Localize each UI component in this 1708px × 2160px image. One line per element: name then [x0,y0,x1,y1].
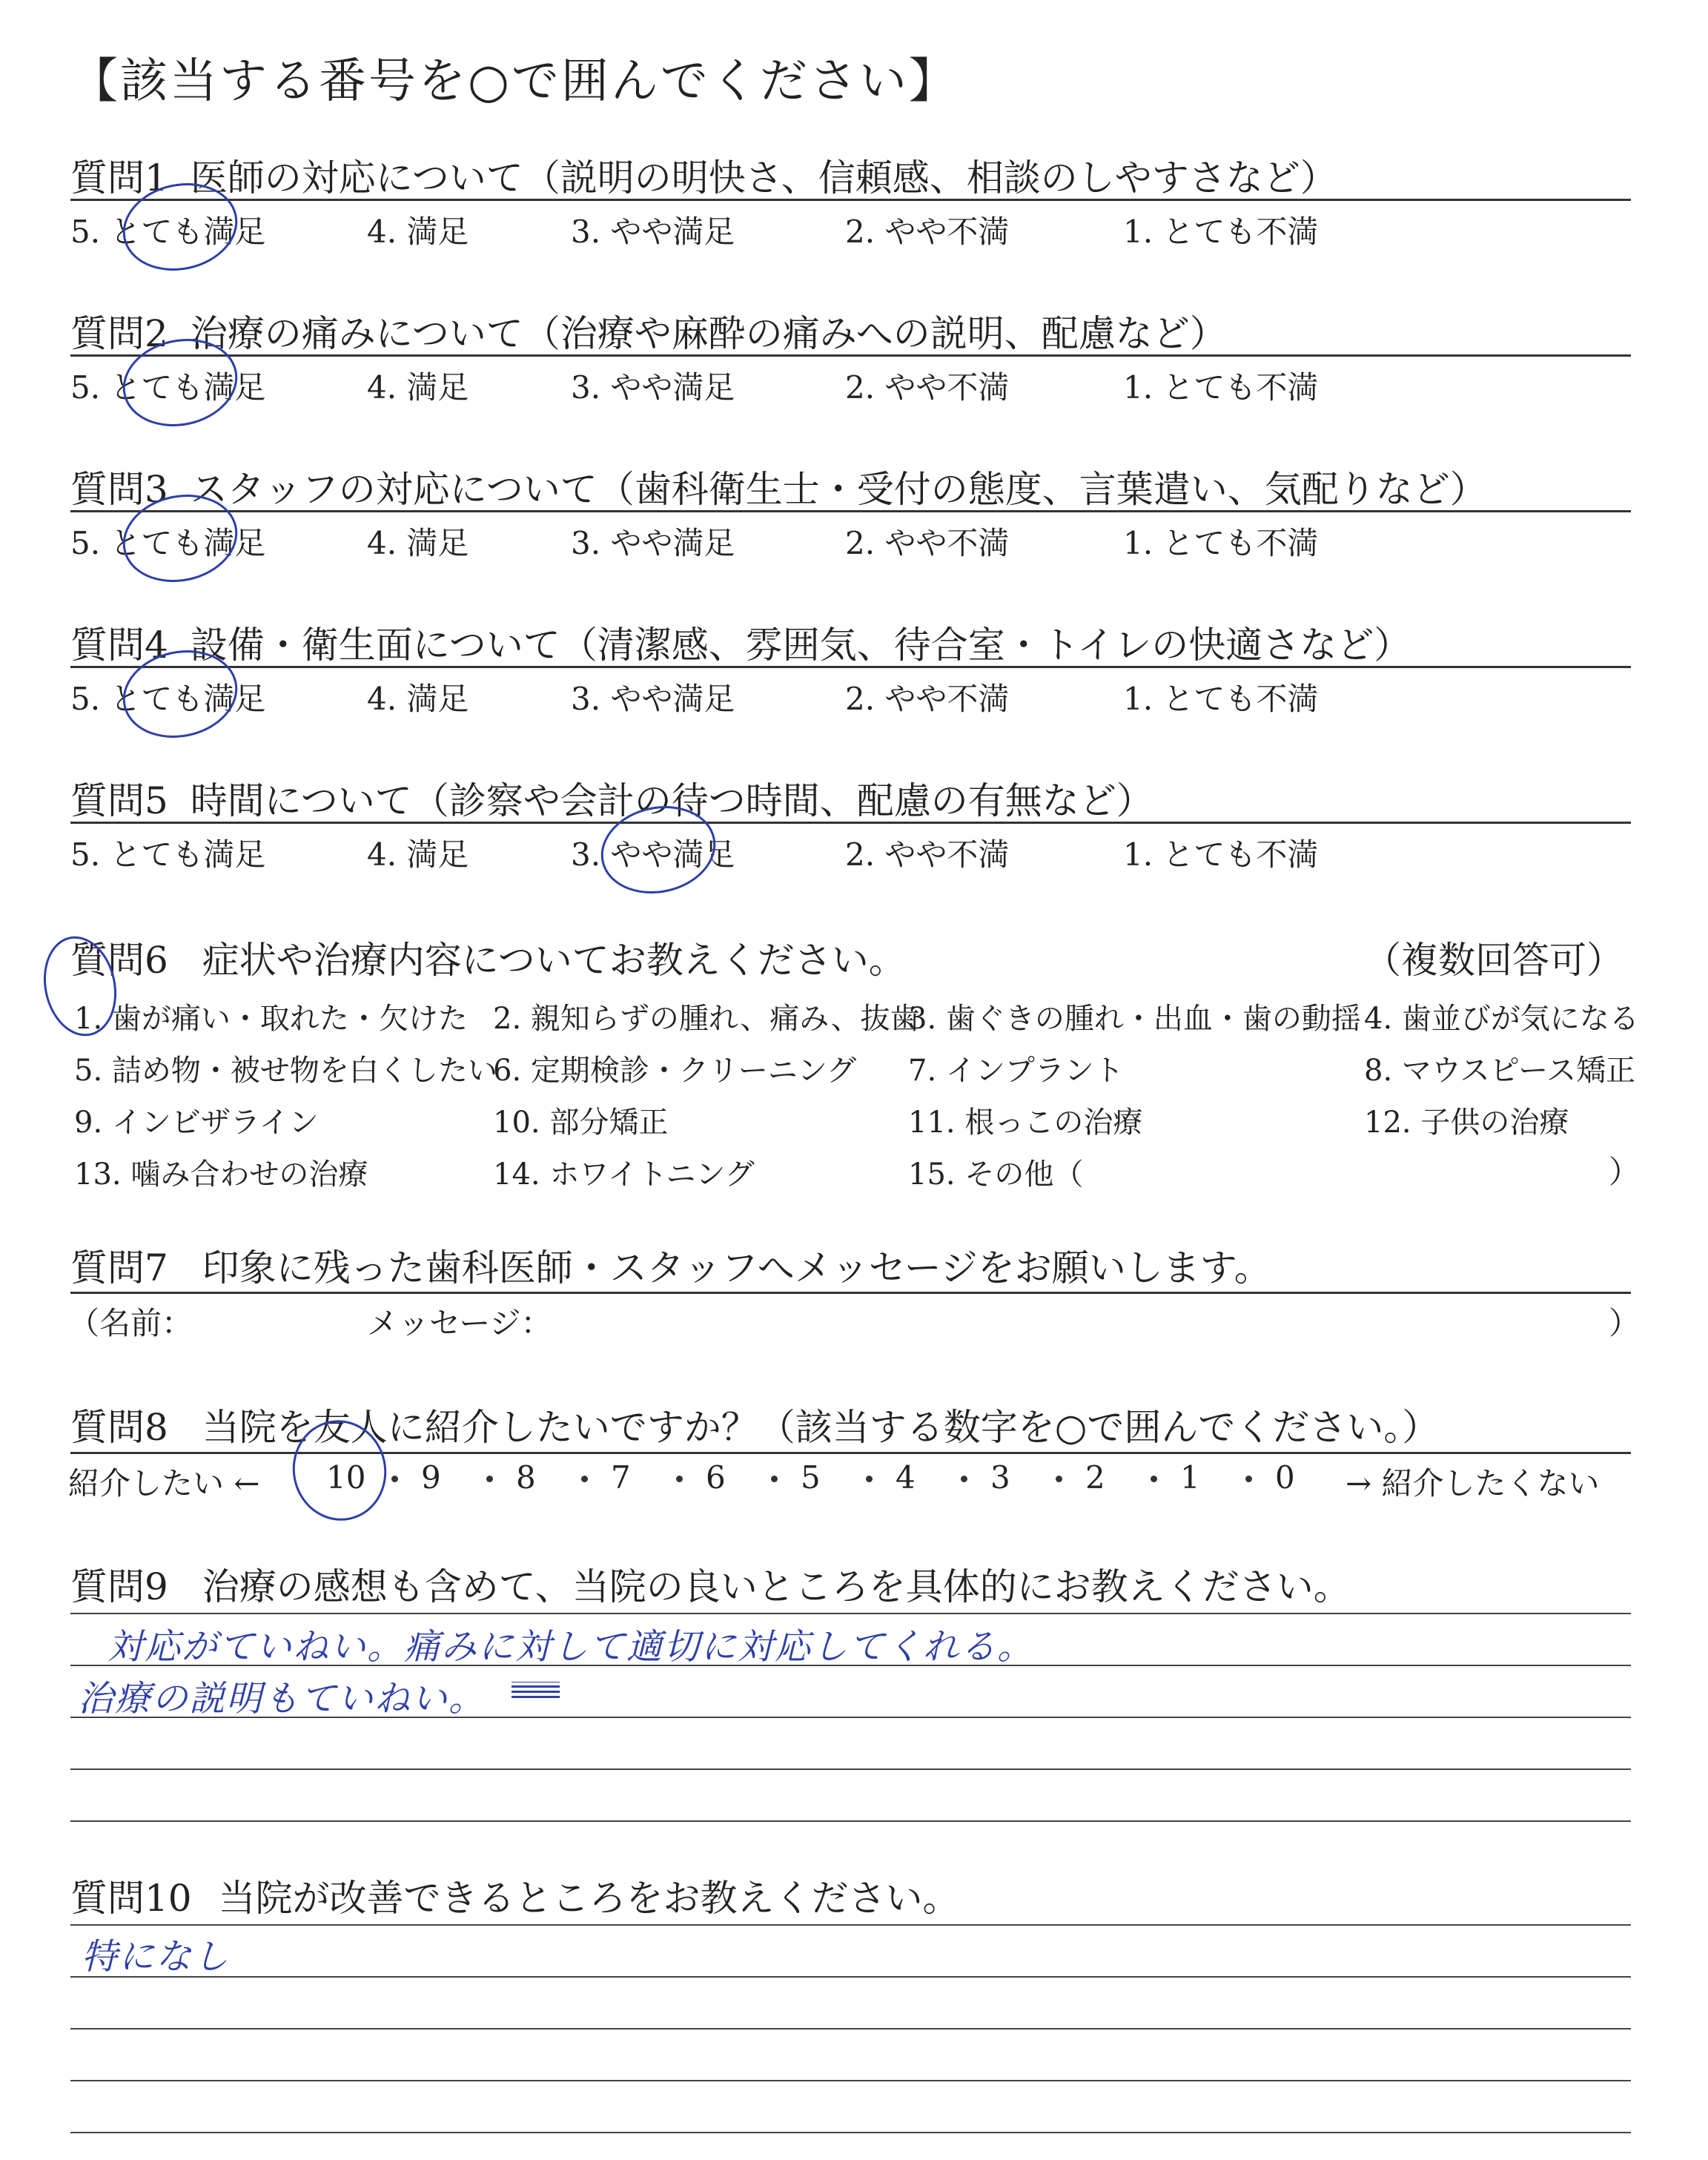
q9-handwritten-2: 治療の説明もていねい。 [78,1678,486,1720]
q5-option-2[interactable]: 2. やや不満 [845,836,1010,873]
q2-text: 治療の痛みについて（治療や麻酔の痛みへの説明、配慮など） [190,312,1227,355]
q10-text: 当院が改善できるところをお教えください。 [218,1877,960,1920]
q1-option-3[interactable]: 3. やや満足 [571,214,735,250]
q1-option-1[interactable]: 1. とても不満 [1123,214,1319,250]
q6-option-12[interactable]: 12. 子供の治療 [1364,1106,1569,1140]
q8-scale-9[interactable]: 9 [421,1459,441,1496]
q6-heading [70,931,906,984]
q6-option-4[interactable]: 4. 歯並びが気になる [1364,1002,1639,1036]
q2-option-5[interactable]: 5. とても満足 [70,369,266,406]
q7-text: 印象に残った歯科医師・スタッフへメッセージをお願いします。 [202,1246,1271,1289]
q8-scale-3[interactable]: 3 [990,1459,1010,1496]
q8-scale-6[interactable]: 6 [706,1459,726,1496]
q9-line-1 [70,1613,1631,1614]
q8-scale-separator [1151,1476,1157,1482]
scribble-strikeout [512,1682,560,1698]
q8-scale-separator [1245,1476,1252,1482]
q4-option-5[interactable]: 5. とても満足 [70,681,266,717]
q4-option-4[interactable]: 4. 満足 [367,681,469,717]
q8-scale-separator [391,1476,398,1482]
q4-label: 質問4 [70,624,168,667]
q3-option-3[interactable]: 3. やや満足 [571,525,735,561]
q3-option-4[interactable]: 4. 満足 [367,525,469,561]
q7-name-label: （名前： [68,1305,193,1341]
q5-heading [70,771,1153,825]
q8-label: 質問8 [70,1406,168,1449]
q8-scale-10[interactable]: 10 [326,1459,366,1496]
q6-option-7[interactable]: 7. インプラント [908,1054,1124,1088]
q7-rule [70,1292,1631,1294]
q5-option-1[interactable]: 1. とても不満 [1123,836,1319,873]
q6-option-13[interactable]: 13. 噛み合わせの治療 [74,1157,368,1192]
q2-option-2[interactable]: 2. やや不満 [845,369,1010,406]
q7-message-label: メッセージ： [367,1305,552,1341]
q4-option-3[interactable]: 3. やや満足 [571,681,735,717]
q5-text: 時間について（診察や会計の待つ時間、配慮の有無など） [190,779,1153,822]
q4-option-2[interactable]: 2. やや不満 [845,681,1010,717]
q6-option-9[interactable]: 9. インビザライン [74,1106,319,1140]
q8-scale-2[interactable]: 2 [1085,1459,1105,1496]
q2-option-1[interactable]: 1. とても不満 [1123,369,1319,406]
q4-heading [70,615,1411,669]
q7-heading [70,1238,1271,1292]
q6-option-6[interactable]: 6. 定期検診・クリーニング [493,1054,857,1088]
q2-label: 質問2 [70,312,168,355]
q6-option-5[interactable]: 5. 詰め物・被せ物を白くしたい [74,1054,497,1088]
q6-option-15[interactable]: 15. その他（ [908,1157,1084,1192]
q5-label: 質問5 [70,779,168,822]
q6-option-10[interactable]: 10. 部分矯正 [493,1106,669,1140]
q10-handwritten: 特になし [82,1936,231,1978]
q10-line-2 [70,1976,1631,1978]
q7-close: ） [1609,1305,1641,1341]
q5-option-4[interactable]: 4. 満足 [367,836,469,873]
q10-label: 質問10 [70,1877,192,1920]
q2-option-3[interactable]: 3. やや満足 [571,369,735,406]
q10-heading [70,1869,960,1922]
q6-option-8[interactable]: 8. マウスピース矯正 [1364,1054,1636,1088]
q6-option-3[interactable]: 3. 歯ぐきの腫れ・出血・歯の動揺 [908,1002,1361,1036]
q8-scale-separator [771,1476,778,1482]
q4-rule [70,666,1631,668]
q8-left-label: 紹介したい ← [68,1465,260,1502]
q3-option-2[interactable]: 2. やや不満 [845,525,1010,561]
q9-line-4 [70,1768,1631,1770]
q10-line-1 [70,1924,1631,1926]
q1-option-4[interactable]: 4. 満足 [367,214,469,250]
q8-heading [70,1398,1439,1451]
q10-line-4 [70,2080,1631,2081]
q9-text: 治療の感想も含めて、当院の良いところを具体的にお教えください。 [202,1565,1351,1608]
q5-option-5[interactable]: 5. とても満足 [70,836,266,873]
q3-option-1[interactable]: 1. とても不満 [1123,525,1319,561]
q2-rule [70,354,1631,357]
q3-rule [70,510,1631,512]
q8-scale-separator [676,1476,683,1482]
q1-option-2[interactable]: 2. やや不満 [845,214,1010,250]
q1-option-5[interactable]: 5. とても満足 [70,214,266,250]
q10-line-3 [70,2028,1631,2029]
q4-option-1[interactable]: 1. とても不満 [1123,681,1319,717]
q7-label: 質問7 [70,1246,168,1289]
q3-label: 質問3 [70,468,168,511]
q6-option-11[interactable]: 11. 根っこの治療 [908,1106,1143,1140]
q9-handwritten-1: 対応がていねい。痛みに対して適切に対応してくれる。 [107,1626,1035,1668]
q1-label: 質問1 [70,156,168,199]
q6-option-2[interactable]: 2. 親知らずの腫れ、痛み、抜歯 [493,1002,920,1036]
q8-scale-4[interactable]: 4 [896,1459,916,1496]
q9-line-5 [70,1820,1631,1822]
q8-scale-1[interactable]: 1 [1180,1459,1200,1496]
q6-option-14[interactable]: 14. ホワイトニング [493,1157,755,1192]
q3-text: スタッフの対応について（歯科衛生士・受付の態度、言葉遣い、気配りなど） [190,468,1487,511]
q6-text: 症状や治療内容についてお教えください。 [202,939,906,982]
q10-line-5 [70,2132,1631,2133]
q4-text: 設備・衛生面について（清潔感、雰囲気、待合室・トイレの快適さなど） [190,624,1411,667]
q8-scale-separator [961,1476,967,1482]
page-title: 【該当する番号を○で囲んでください】 [70,54,959,109]
q2-heading [70,304,1227,357]
q3-heading [70,460,1487,513]
q1-text: 医師の対応について（説明の明快さ、信頼感、相談のしやすさなど） [190,156,1337,199]
q2-option-4[interactable]: 4. 満足 [367,369,469,406]
q8-scale-separator [581,1476,588,1482]
q8-text: 当院を友人に紹介したいですか？（該当する数字を○で囲んでください。） [202,1406,1440,1449]
q1-heading [70,148,1337,202]
q8-scale-5[interactable]: 5 [801,1459,821,1496]
q6-option-1[interactable]: 1. 歯が痛い・取れた・欠けた [74,1002,468,1036]
q5-option-3[interactable]: 3. やや満足 [571,836,735,873]
q1-rule [70,199,1631,201]
q8-right-label: → 紹介したくない [1345,1465,1600,1502]
q8-scale-separator [1056,1476,1062,1482]
q9-label: 質問9 [70,1565,168,1608]
q8-scale-0[interactable]: 0 [1275,1459,1295,1496]
q3-option-5[interactable]: 5. とても満足 [70,525,266,561]
q5-rule [70,822,1631,824]
q8-scale-8[interactable]: 8 [516,1459,536,1496]
q8-scale-separator [866,1476,873,1482]
q9-heading [70,1557,1351,1611]
q6-other-close: ） [1609,1154,1641,1190]
q6-note: （複数回答可） [1364,939,1623,982]
q8-scale-separator [486,1476,493,1482]
q6-label: 質問6 [70,939,168,982]
q8-scale-7[interactable]: 7 [611,1459,631,1496]
